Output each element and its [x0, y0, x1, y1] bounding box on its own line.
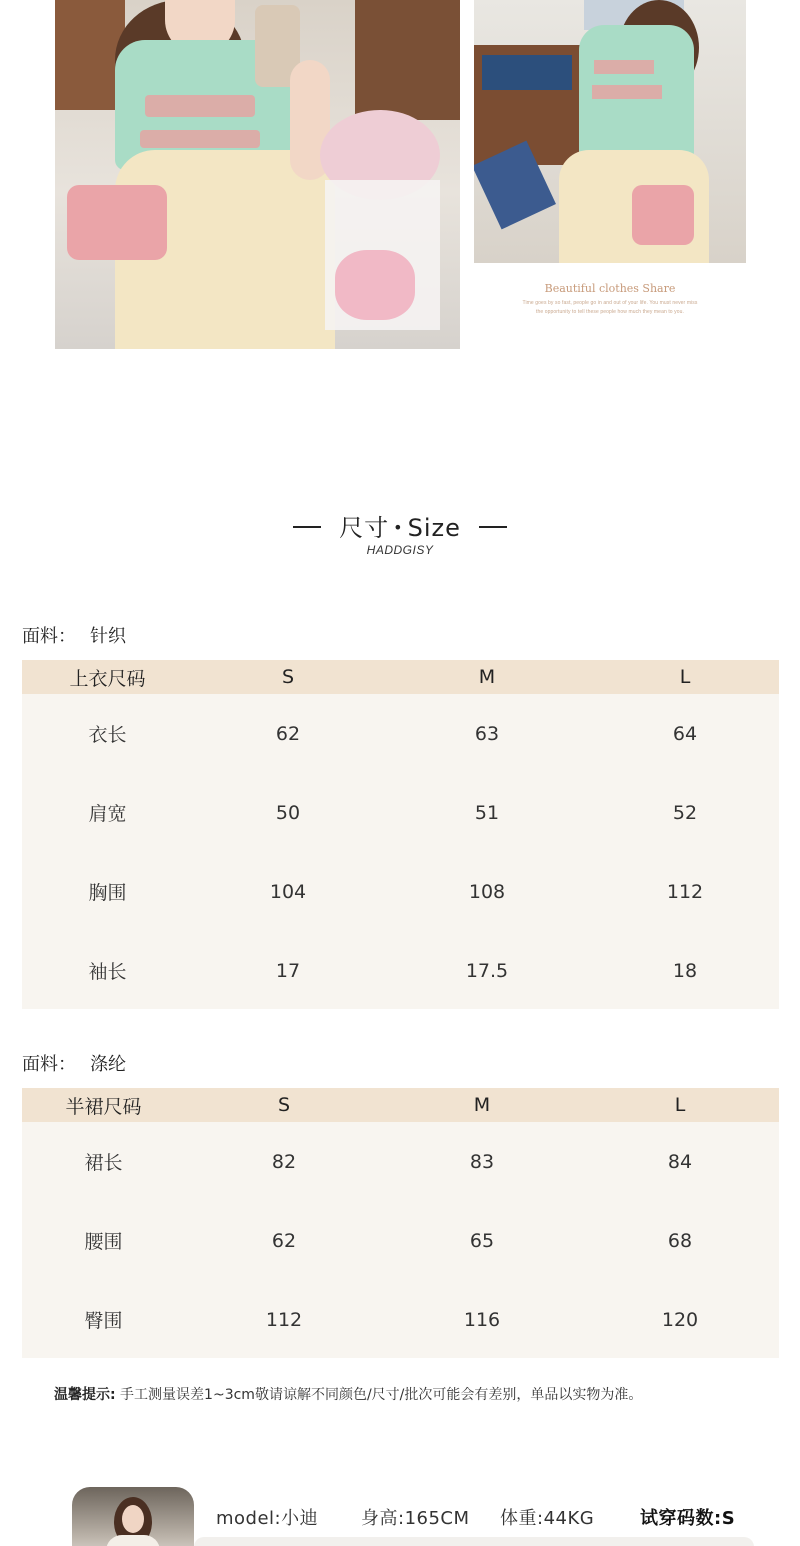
- top-fabric-value: 针织: [90, 626, 126, 647]
- size-section-heading: [0, 508, 800, 543]
- size-subtitle: HADDGISY: [366, 543, 434, 557]
- table-cell: 108: [468, 880, 506, 903]
- table-row: [22, 773, 779, 852]
- measurement-tip: [54, 1384, 642, 1404]
- size-title-en: Size: [407, 514, 461, 542]
- row-label: 臀围: [84, 1310, 123, 1332]
- table-cell: 82: [271, 1150, 297, 1173]
- table-cell: 68: [667, 1229, 693, 1252]
- heading-dash-left: [293, 526, 321, 528]
- row-label: 裙长: [84, 1152, 123, 1174]
- header-cell: 半裙尺码: [65, 1095, 142, 1118]
- table-cell: 17: [275, 959, 301, 982]
- header-cell: L: [679, 666, 691, 688]
- share-title: Beautiful clothes Share: [544, 282, 676, 295]
- table-cell: 112: [265, 1308, 303, 1331]
- table-cell: 84: [667, 1150, 693, 1173]
- size-title-cn: 尺寸: [339, 514, 390, 542]
- product-photo-left: [55, 0, 460, 349]
- table-row: [22, 1122, 779, 1201]
- table-cell: 62: [275, 722, 301, 745]
- table-cell: 18: [672, 959, 698, 982]
- tip-text: 手工测量误差1~3cm敬请谅解不同颜色/尺寸/批次可能会有差别，单品以实物为准。: [115, 1387, 643, 1403]
- share-line-1: Time goes by so fast, people go in and out of your life. You must never miss: [522, 300, 698, 306]
- table-cell: 83: [469, 1150, 495, 1173]
- skirt-fabric-label: 面料：: [22, 1054, 76, 1075]
- table-row: [22, 694, 779, 773]
- header-cell: 上衣尺码: [69, 667, 146, 690]
- model-info-bar: [194, 1537, 754, 1546]
- model-name: model:小迪: [216, 1508, 319, 1529]
- tip-label: 温馨提示:: [54, 1387, 116, 1403]
- product-photo-right: [474, 0, 746, 263]
- table-row: [22, 1201, 779, 1280]
- header-cell: S: [281, 666, 295, 688]
- table-cell: 65: [469, 1229, 495, 1252]
- row-label: 胸围: [88, 882, 127, 904]
- table-cell: 51: [474, 801, 500, 824]
- header-cell: M: [478, 666, 496, 688]
- header-cell: L: [674, 1094, 686, 1116]
- model-avatar: [72, 1487, 194, 1546]
- row-label: 袖长: [88, 961, 127, 983]
- table-cell: 63: [474, 722, 500, 745]
- top-fabric-label: 面料：: [22, 626, 76, 647]
- table-cell: 112: [666, 880, 704, 903]
- model-weight: 体重:44KG: [500, 1508, 595, 1529]
- table-row: [22, 931, 779, 1010]
- table-cell: 17.5: [465, 959, 509, 982]
- heading-dash-right: [479, 526, 507, 528]
- table-row: [22, 852, 779, 931]
- top-size-table: [22, 660, 779, 1009]
- table-cell: 50: [275, 801, 301, 824]
- header-cell: S: [277, 1094, 291, 1116]
- model-height: 身高:165CM: [361, 1508, 470, 1529]
- skirt-fabric-value: 涤纶: [90, 1054, 126, 1075]
- table-cell: 116: [463, 1308, 501, 1331]
- table-header-row: [22, 660, 779, 694]
- model-size: 试穿码数:S: [640, 1508, 736, 1529]
- table-cell: 120: [661, 1308, 699, 1331]
- header-cell: M: [473, 1094, 491, 1116]
- size-title-dot: •: [393, 518, 404, 537]
- row-label: 衣长: [88, 724, 127, 746]
- table-cell: 104: [269, 880, 307, 903]
- table-row: [22, 1280, 779, 1359]
- row-label: 肩宽: [88, 803, 127, 825]
- top-fabric-line: [22, 622, 126, 648]
- table-header-row: [22, 1088, 779, 1122]
- table-cell: 52: [672, 801, 698, 824]
- skirt-fabric-line: [22, 1050, 126, 1076]
- table-cell: 62: [271, 1229, 297, 1252]
- share-line-2: the opportunity to tell these people how much they mean to you.: [535, 309, 685, 315]
- row-label: 腰围: [84, 1231, 123, 1253]
- table-cell: 64: [672, 722, 698, 745]
- skirt-size-table: [22, 1088, 779, 1358]
